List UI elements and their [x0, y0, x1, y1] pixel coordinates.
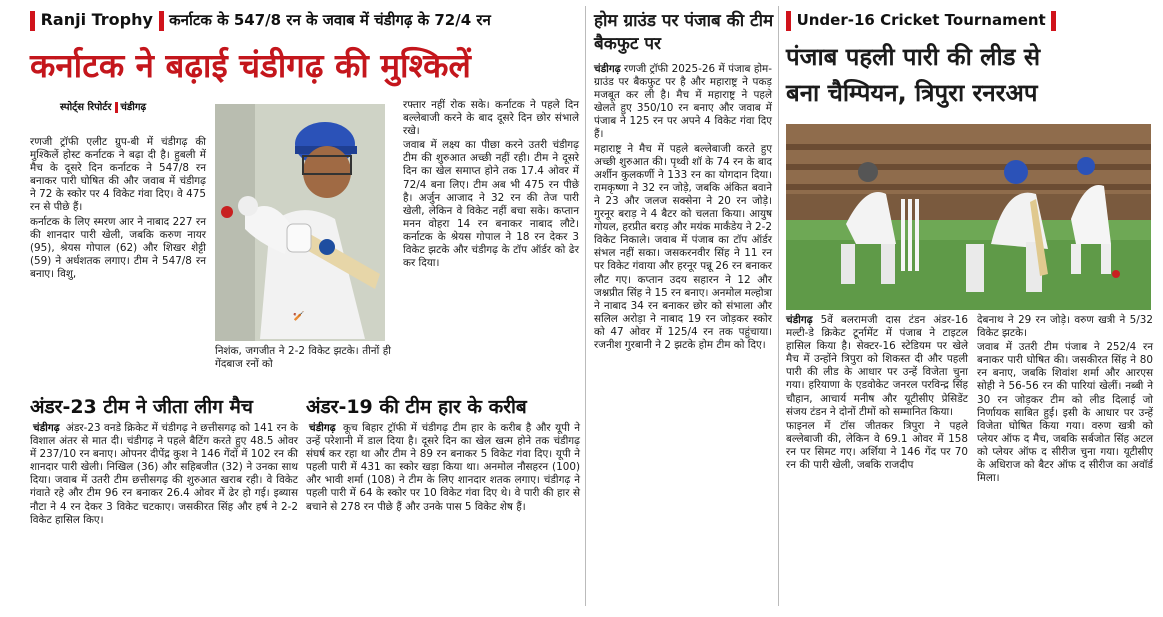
middle-p2: महाराष्ट्र ने मैच में पहले बल्लेबाजी करते हुए अच्छी शुरुआत की। पृथ्वी शॉ के 74 रन के बाद अर्शीन कुलकर्णी ने 133 रन का योगदान दिया। रामकृष्णा ने 32 रन जोड़े, जबकि अंकित बवाने ने 23 और जलज सक्सेना ने 20 रन जोड़े। गुरनूर बराड़ ने 4 बैटर को चलता किया। आयुष गोयल, हरप्रीत बराड़ और मयंक मार्कंडेय ने 2-2 विकेट निकाले। जवाब में पंजाब का टॉप ऑर्डर संभल नहीं सका। जसकरनवीर सिंह ने 11 रन पर विकेट गंवाया और हरनूर पन्नू 26 रन बनाकर लौट गए। कप्तान उदय सहारन ने 12 और जश्नप्रीत सिंह ने 15 रन बनाए। अनमोल मल्होत्रा ने नाबाद 34 रन बनाकर छोर को संभाला और सलिल अरोड़ा ने नाबाद 19 रन जोड़कर स्कोर को 47 ओवर में 125/4 रन तक पहुंचाया। रजनीश गुरबानी ने 2 झटके होम टीम को दिए।	[594, 142, 772, 351]
left-caption-col	[215, 345, 391, 372]
left-kicker-row	[30, 8, 590, 32]
right-col1	[786, 314, 968, 473]
right-col1-p2: फाइनल में टॉस जीतकर त्रिपुरा ने पहले बल्लेबाजी की, लेकिन वे 69.1 ओवर में 158 रन पर सिमट गए। अर्शिया ने 146 गेंद पर 70 रन की पारी खेली, जबकि राजदीप	[786, 419, 968, 472]
u19-body	[306, 422, 580, 515]
column-divider	[585, 6, 586, 606]
left-col1	[30, 136, 206, 282]
right-col2-p1: देबनाथ ने 29 रन जोड़े। वरुण खत्री ने 5/32 विकेट झटके।	[977, 314, 1153, 340]
byline-city: चंडीगढ़	[120, 102, 147, 113]
batter-illustration	[215, 104, 385, 341]
right-kicker: Under-16 Cricket Tournament	[796, 11, 1046, 29]
right-headline-1: पंजाब पहली पारी की लीड से	[786, 43, 1041, 71]
u23-tag: चंडीगढ़	[33, 422, 60, 434]
right-kicker-row	[786, 8, 1056, 32]
cricket-match-illustration	[786, 124, 1151, 310]
right-headline-2: बना चैम्पियन, त्रिपुरा रनरअप	[786, 79, 1038, 107]
u19-headline: अंडर-19 की टीम हार के करीब	[306, 396, 527, 418]
left-caption: निशंक, जगजीत ने 2-2 विकेट झटके। तीनों ही गेंदबाज रनों को	[215, 345, 391, 371]
svg-text:🏏: 🏏	[293, 312, 305, 322]
left-headline: कर्नाटक ने बढ़ाई चंडीगढ़ की मुश्किलें	[30, 46, 471, 85]
middle-p1: रणजी ट्रॉफी 2025-26 में पंजाब होम-ग्राउंड पर बैकफुट पर है और महाराष्ट्र ने पकड़ मजबूत कर ली है। मैच में महाराष्ट्र ने पहले खेलते हुए 350/10 रन बनाए और जवाब में पंजाब ने 125 रन पर अपने 4 विकेट गंवा दिए हैं।	[594, 63, 772, 141]
left-strap: कर्नाटक के 547/8 रन के जवाब में चंडीगढ़ के 72/4 रन	[169, 11, 491, 29]
left-col1-p2: कर्नाटक के लिए स्मरण आर ने नाबाद 227 रन की शानदार पारी खेली, जबकि करुण नायर (95), श्रेयस गोपाल (62) और शिखर शेट्टी (59) ने अर्धशतक लगाए। टीम ने 547/8 रन बनाए। विशु,	[30, 215, 206, 280]
left-col3	[403, 99, 579, 271]
middle-tag: चंडीगढ़	[594, 63, 621, 75]
batter-photo	[215, 104, 385, 341]
u19-text: कूच बिहार ट्रॉफी में चंडीगढ़ टीम हार के करीब है और यूपी ने उन्हें परेशानी में डाल दिया है। दूसरे दिन का खेल खत्म होने तक चंडीगढ़ संघर्ष कर रहा था और टीम ने 89 रन बनाकर 5 विकेट गंवा दिए। यूपी ने पहली पारी में 431 का स्कोर खड़ा किया था। अनमोल नौसहरन (100) और भावी शर्मा (108) ने टीम के लिए शानदार शतक लगाए। चंडीगढ़ ने पहली पारी में 64 के स्कोर पर 10 विकेट गंवा दिए थे। वे पारी की हार से बचाने से 278 रन पीछे हैं और उनके पास 5 विकेट शेष हैं।	[306, 422, 580, 513]
cricket-match-photo	[786, 124, 1151, 310]
right-col2-p2: जवाब में उतरी टीम पंजाब ने 252/4 रन बनाकर पारी घोषित की। जसकीरत सिंह ने 80 रन बनाए, जबकि शिवांश शर्मा और आरएस सोही ने 56-56 रन की पारियां खेलीं। नब्बी ने 30 रन जोड़कर टीम को लीड दिलाई जो निर्णायक साबित हुई। इसी के आधार पर उन्हें विजेता घोषित किया गया। वरुण खत्री को प्लेयर ऑफ द मैच, जबकि सर्बजोत सिंह अटल को प्लेयर ऑफ द सीरीज चुना गया। यूटीसीए के अधिराज को बैटर ऑफ द सीरीज का अवॉर्ड मिला।	[977, 341, 1153, 485]
u23-headline: अंडर-23 टीम ने जीता लीग मैच	[30, 396, 253, 418]
right-col2	[977, 314, 1153, 486]
right-col1-p1: 5वें बलरामजी दास टंडन अंडर-16 मल्टी-डे क्रिकेट टूर्नामेंट में पंजाब ने टाइटल हासिल किया है। सेक्टर-16 स्टेडियम पर खेले मैच में उन्होंने त्रिपुरा को शिकस्त दी और पहली पारी की लीड के आधार पर उन्हें विजेता चुना गया। हरियाणा के एडवोकेट जनरल परविन्द्र सिंह चौहान, आचार्य मनीष और यूटीसीए प्रेसिडेंट संजय टंडन ने दोनों टीमों को सम्मानित किया।	[786, 314, 968, 418]
left-col1-p1: रणजी ट्रॉफी एलीट ग्रुप-बी में चंडीगढ़ की मुश्किलें होस्ट कर्नाटक ने बढ़ा दी है। हुबली में मैच के दूसरे दिन कर्नाटक ने 547/8 रन बनाकर पारी घोषित की और जवाब में चंडीगढ़ ने 72 के स्कोर पर 4 विकेट गंवा दिए। वे 475 रन से पीछे हैं।	[30, 136, 206, 214]
middle-headline: होम ग्राउंड पर पंजाब की टीम बैकफुट पर	[594, 11, 774, 54]
column-divider-2	[778, 6, 779, 606]
byline-reporter: स्पोर्ट्स रिपोर्टर	[60, 102, 112, 113]
left-col3-p2: जवाब में लक्ष्य का पीछा करने उतरी चंडीगढ़ टीम की शुरुआत अच्छी नहीं रही। टीम ने दूसरे दिन का खेल समाप्त होने तक 17.4 ओवर में 72/4 बना लिए। टीम अब भी 475 रन पीछे है। अर्जुन आजाद ने 32 रन की तेज पारी खेली, लेकिन वे विकेट नहीं बचा सके। कप्तान मनन वोहरा 14 रन बनाकर नाबाद लौटे। कर्नाटक के श्रेयस गोपाल ने 18 रन देकर 3 विकेट झटके और चंडीगढ़ के टॉप ऑर्डर को ढेर कर दिया।	[403, 139, 579, 270]
left-col3-p1: रफ्तार नहीं रोक सके। कर्नाटक ने पहले दिन बल्लेबाजी करने के बाद दूसरे दिन छोर संभाले रखे।	[403, 99, 579, 138]
left-byline	[60, 99, 146, 113]
u23-body	[30, 422, 298, 528]
u19-tag: चंडीगढ़	[309, 422, 336, 434]
right-tag: चंडीगढ़	[786, 314, 813, 326]
u23-text: अंडर-23 वनडे क्रिकेट में चंडीगढ़ ने छत्तीसगढ़ को 141 रन के विशाल अंतर से मात दी। चंडीगढ़ ने पहले बैटिंग करते हुए 48.5 ओवर में 237/10 रन बनाए। ओपनर दीपेंद्र कुश ने 146 गेंदों में 102 रन की शानदार पारी खेली। निखिल (36) और सहिबजीत (32) ने उनका साथ दिया। जवाब में उतरी टीम छत्तीसगढ़ की शुरुआत खराब रही। वे विकेट गंवाते रहे और टीम 96 रन बनाकर 26.4 ओवर में ढेर हो गई। इब्यास नौटा ने 4 रन देकर 3 विकेट चटकाए। जसकीरत सिंह और हर्ष ने 2-2 विकेट हासिल किए।	[30, 422, 298, 526]
middle-body	[594, 63, 772, 353]
left-kicker: Ranji Trophy	[40, 10, 153, 29]
